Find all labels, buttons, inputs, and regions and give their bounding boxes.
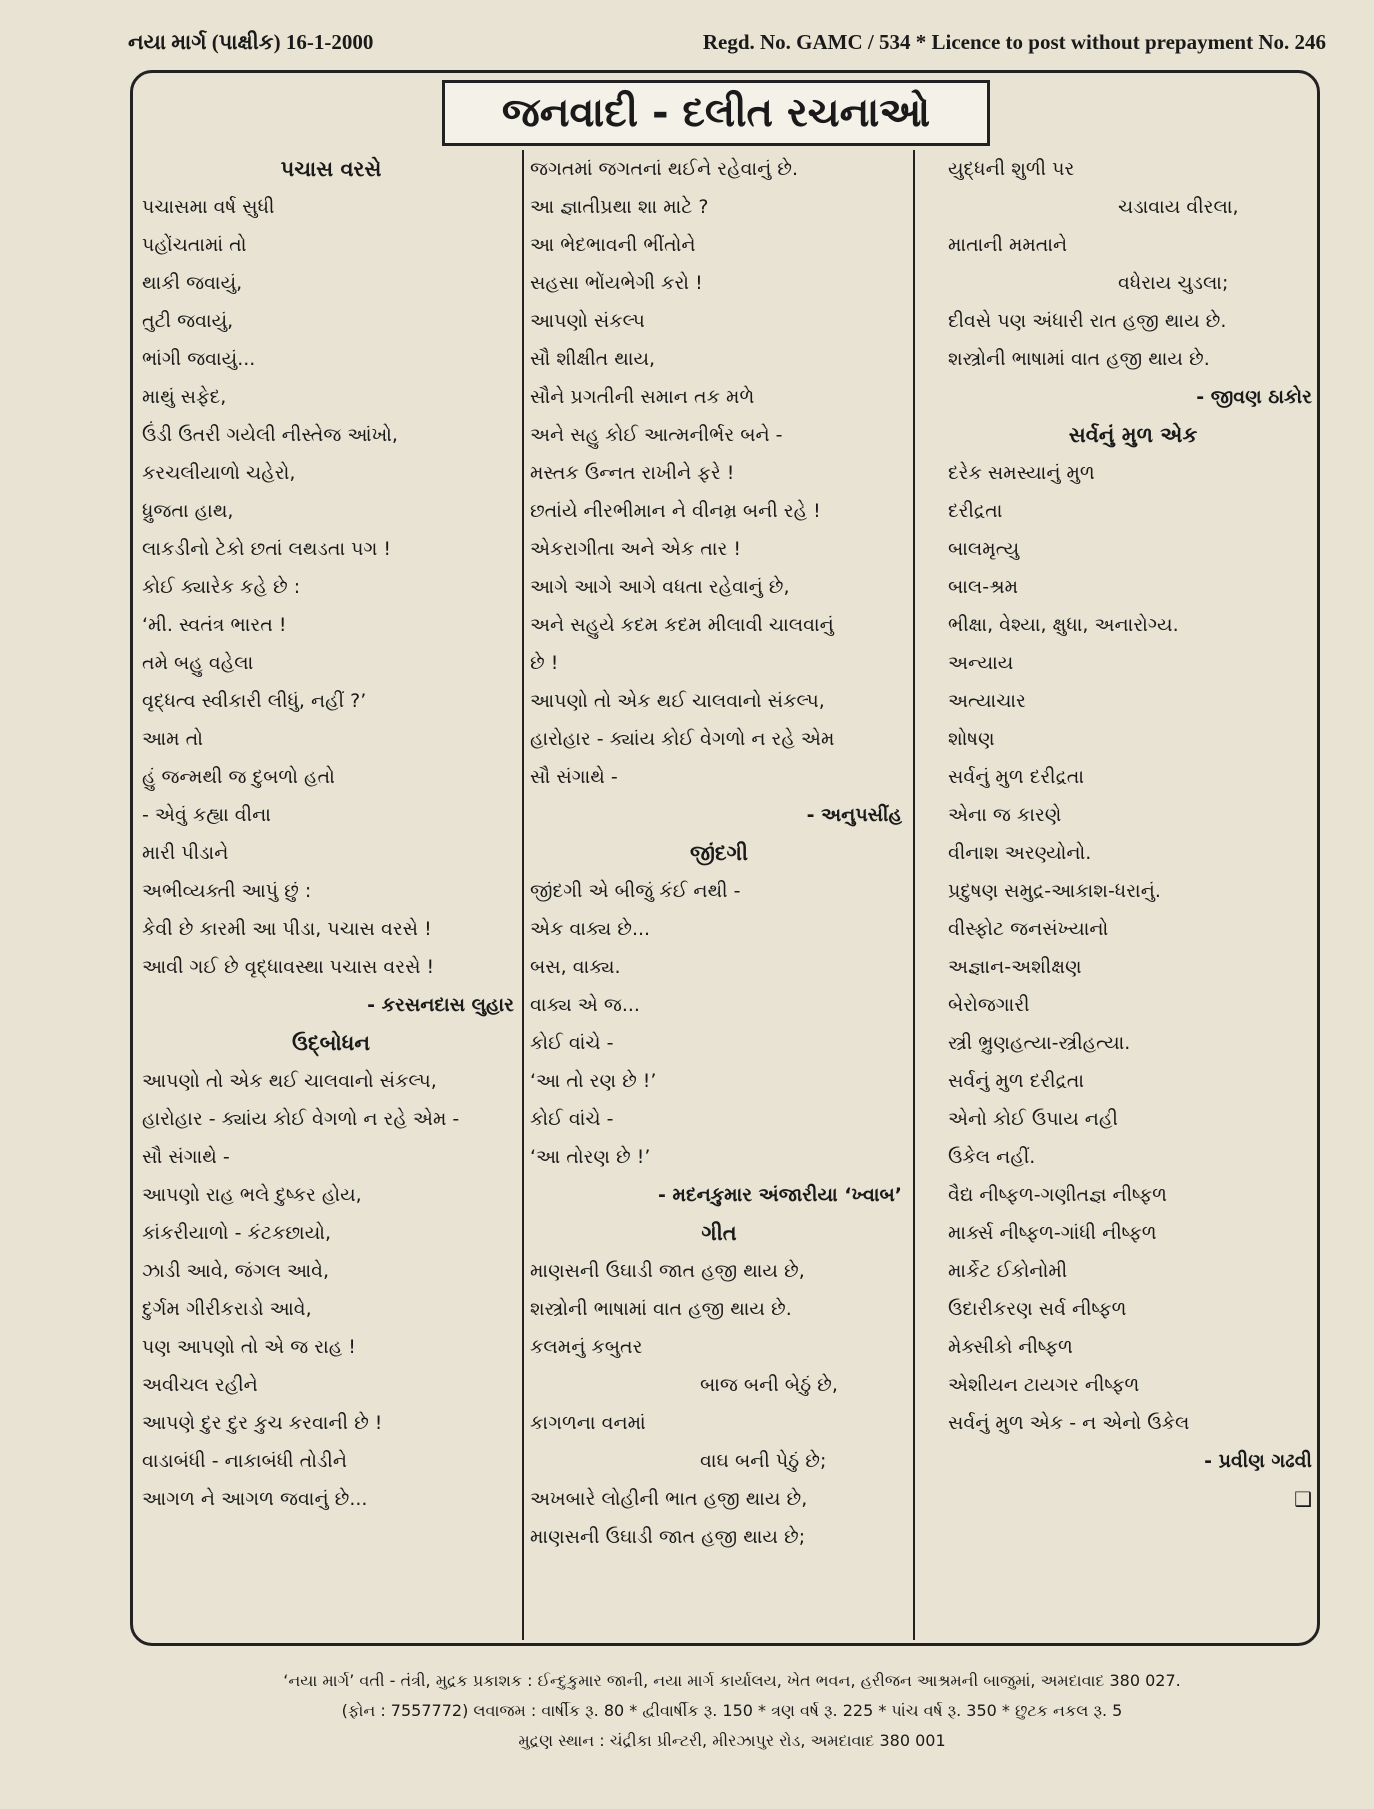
poem-body [530, 872, 908, 1176]
poem-line: વૈદ્ય નીષ્ફળ-ગણીતજ્ઞ નીષ્ફળ [948, 1184, 1167, 1206]
page-title: જનવાદી - દલીત રચનાઓ [442, 80, 990, 146]
poem-line: અત્યાચાર [948, 690, 1026, 712]
poem-body [142, 1062, 520, 1518]
poem-line: આ જ્ઞાતીપ્રથા શા માટે ? [530, 196, 709, 218]
column-3 [948, 150, 1318, 1649]
poem-line: ‘મી. સ્વતંત્ર ભારત ! [142, 614, 287, 636]
poem-line: વૃદ્ધત્વ સ્વીકારી લીધું, નહીં ?’ [142, 690, 367, 712]
poem-line: વાડાબંધી - નાકાબંધી તોડીને [142, 1450, 347, 1472]
poem-line: આપણો રાહ ભલે દુષ્કર હોય, [142, 1184, 362, 1206]
poem-line: ભાંગી જવાયું... [142, 348, 256, 370]
poem-line: શસ્ત્રોની ભાષામાં વાત હજી થાય છે. [530, 1298, 792, 1320]
poem-line: દીવસે પણ અંધારી રાત હજી થાય છે. [948, 310, 1227, 332]
poem-body [530, 150, 908, 796]
header-registration: Regd. No. GAMC / 534 * Licence to post without prepayment No. 246 [702, 30, 1326, 54]
poem-line: આપણો સંકલ્પ [530, 310, 645, 332]
poem-line: એનો કોઈ ઉપાય નહી [948, 1108, 1118, 1130]
poem-line: વાક્ય એ જ... [530, 994, 640, 1016]
poem-line: બસ, વાક્ય. [530, 956, 621, 978]
poem-title: પચાસ વરસે [280, 157, 382, 181]
poem-line: સહસા ભોંયભેગી કરો ! [530, 272, 703, 294]
column-divider [913, 150, 915, 1640]
poem-line: એના જ કારણે [948, 804, 1062, 826]
poem-line: લાકડીનો ટેકો છતાં લથડતા પગ ! [142, 538, 392, 560]
poem-line: દરેક સમસ્યાનું મુળ [948, 462, 1095, 484]
header-issue-info: નયા માર્ગ (પાક્ષીક) 16-1-2000 [128, 30, 374, 54]
poem-line: છે ! [530, 652, 559, 674]
poem-line: મેક્સીકો નીષ્ફળ [948, 1336, 1073, 1358]
poem-title: ગીત [701, 1221, 737, 1245]
poem-line: અખબારે લોહીની ભાત હજી થાય છે, [530, 1488, 808, 1510]
poem-line: જીંદગી એ બીજું કંઈ નથી - [530, 880, 741, 902]
poem-line: અવીચલ રહીને [142, 1374, 258, 1396]
poem-line: તમે બહુ વહેલા [142, 652, 254, 674]
column-2 [530, 150, 908, 1649]
poem-line: કલમનું કબુતર [530, 1336, 643, 1358]
poem-title: ઉદ્બોધન [292, 1031, 370, 1055]
poem-line: બાલમૃત્યુ [948, 538, 1020, 560]
poem-line: શોષણ [948, 728, 995, 750]
poem-line: મારી પીડાને [142, 842, 229, 864]
poem-title: જીંદગી [690, 841, 748, 865]
poem-line: હું જન્મથી જ દુબળો હતો [142, 766, 335, 788]
poem-body [948, 454, 1318, 1442]
poem-line: - એવું કહ્યા વીના [142, 804, 271, 826]
poem-line: વાઘ બની પેઠું છે; [700, 1450, 827, 1472]
poem-line: જગતમાં જગતનાં થઈને રહેવાનું છે. [530, 158, 799, 180]
poem-line: કાગળના વનમાં [530, 1412, 646, 1434]
poem-author: - અનુપસીંહ [806, 804, 902, 826]
poem-line: સર્વનું મુળ દરીદ્રતા [948, 766, 1085, 788]
end-mark-icon: ❑ [1294, 1487, 1312, 1511]
poem-line: સૌ શીક્ષીત થાય, [530, 348, 656, 370]
poem-body [530, 1252, 908, 1328]
poem-line: આવી ગઈ છે વૃદ્ધાવસ્થા પચાસ વરસે ! [142, 956, 435, 978]
poem-line: આગળ ને આગળ જવાનું છે... [142, 1488, 368, 1510]
poem-line: છતાંયે નીરભીમાન ને વીનમ્ર બની રહે ! [530, 500, 821, 522]
poem-line: શસ્ત્રોની ભાષામાં વાત હજી થાય છે. [948, 348, 1210, 370]
poem-line: સૌને પ્રગતીની સમાન તક મળે [530, 386, 755, 408]
poem-line: ‘આ તો રણ છે !’ [530, 1070, 657, 1092]
poem-author: - પ્રવીણ ગઢવી [1204, 1450, 1312, 1472]
poem-line: કાંકરીયાળો - કંટકછાયો, [142, 1222, 332, 1244]
poem-line: સર્વનું મુળ એક - ન એનો ઉકેલ [948, 1412, 1190, 1434]
footer-subscription-line: (ફોન : 7557772) લવાજમ : વાર્ષીક રૂ. 80 * દ્વીવાર્ષીક રૂ. 150 * ત્રણ વર્ષ રૂ. 225 * પાંચ વર્ષ રૂ. 350 * છુટક નકલ રૂ. 5 [341, 1701, 1123, 1720]
poem-line: માથું સફેદ, [142, 386, 227, 408]
poem-line: એકરાગીતા અને એક તાર ! [530, 538, 742, 560]
poem-line: વીનાશ અરણ્યોનો. [948, 842, 1092, 864]
column-divider [522, 150, 524, 1640]
poem-line: માતાની મમતાને [948, 234, 1068, 256]
poem-line: આપણે દુર દુર કુચ કરવાની છે ! [142, 1412, 383, 1434]
column-1 [142, 150, 520, 1649]
poem-line: હારોહાર - ક્યાંય કોઈ વેગળો ન રહે એમ [530, 728, 835, 750]
poem-line: ‘આ તોરણ છે !’ [530, 1146, 651, 1168]
page-header [128, 26, 1326, 60]
poem-line: અન્યાય [948, 652, 1014, 674]
poem-line: પ્રદુષણ સમુદ્ર-આકાશ-ધરાનું. [948, 880, 1161, 902]
poem-line: આગે આગે આગે વધતા રહેવાનું છે, [530, 576, 790, 598]
poem-line: અને સહુ કોઈ આત્મનીર્ભર બને - [530, 424, 783, 446]
poem-line: ઉકેલ નહીં. [948, 1146, 1036, 1168]
poem-line: અજ્ઞાન-અશીક્ષણ [948, 956, 1082, 978]
poem-line: ચડાવાય વીરલા, [1118, 196, 1239, 218]
poem-line: ઉંડી ઉતરી ગયેલી નીસ્તેજ આંખો, [142, 424, 398, 446]
poem-line: મસ્તક ઉન્નત રાખીને ફરે ! [530, 462, 735, 484]
poem-line: સૌ સંગાથે - [530, 766, 618, 788]
poem-line: અભીવ્યક્તી આપું છું : [142, 880, 312, 902]
poem-line: આમ તો [142, 728, 203, 750]
poem-line: હારોહાર - ક્યાંય કોઈ વેગળો ન રહે એમ - [142, 1108, 460, 1130]
imprint-footer [150, 1666, 1314, 1756]
poem-line: માણસની ઉઘાડી જાત હજી થાય છે; [530, 1526, 806, 1548]
footer-printer-line: મુદ્રણ સ્થાન : ચંદ્રીકા પ્રીન્ટરી, મીરઝાપુર રોડ, અમદાવાદ 380 001 [518, 1731, 946, 1750]
poem-line: કરચલીયાળો ચહેરો, [142, 462, 296, 484]
poem-line: સર્વનું મુળ દરીદ્રતા [948, 1070, 1085, 1092]
poem-line: થાકી જવાયું, [142, 272, 243, 294]
poem-line: દુર્ગમ ગીરીકરાડો આવે, [142, 1298, 312, 1320]
poem-line: કેવી છે કારમી આ પીડા, પચાસ વરસે ! [142, 918, 432, 940]
poem-line: ધ્રુજતા હાથ, [142, 500, 234, 522]
poem-line: આપણો તો એક થઈ ચાલવાનો સંકલ્પ, [530, 690, 825, 712]
poem-line: યુદ્ધની શુળી પર [948, 158, 1075, 180]
poem-line: સ્ત્રી ભ્રુણહત્યા-સ્ત્રીહત્યા. [948, 1032, 1131, 1054]
poem-line: વધેરાય ચુડલા; [1118, 272, 1229, 294]
poem-body [142, 188, 520, 986]
poem-line: માણસની ઉઘાડી જાત હજી થાય છે, [530, 1260, 805, 1282]
poem-line: ઉદારીકરણ સર્વ નીષ્ફળ [948, 1298, 1127, 1320]
poem-line: કોઈ ક્યારેક કહે છે : [142, 576, 301, 598]
poem-line: અને સહુયે કદમ કદમ મીલાવી ચાલવાનું [530, 614, 834, 636]
poem-line: વીસ્ફોટ જનસંખ્યાનો [948, 918, 1109, 940]
poem-author: - જીવણ ઠાકોર [1196, 386, 1312, 408]
poem-line: માર્કેટ ઈકોનોમી [948, 1260, 1068, 1282]
poem-line: આ ભેદભાવની ભીંતોને [530, 234, 696, 256]
poem-line: એશીયન ટાયગર નીષ્ફળ [948, 1374, 1140, 1396]
poem-line: કોઈ વાંચે - [530, 1108, 614, 1130]
poem-title: સર્વનું મુળ એક [1068, 423, 1198, 447]
poem-line: માર્ક્સ નીષ્ફળ-ગાંધી નીષ્ફળ [948, 1222, 1157, 1244]
poem-line: બાજ બની બેઠું છે, [700, 1374, 838, 1396]
poem-line: સૌ સંગાથે - [142, 1146, 230, 1168]
poem-author: - કરસનદાસ લુહાર [367, 994, 514, 1016]
footer-publisher-line: ‘નયા માર્ગ’ વતી - તંત્રી, મુદ્રક પ્રકાશક : ઈન્દુકુમાર જાની, નયા માર્ગ કાર્યાલય, ખેત ભવન, હરીજન આશ્રમની બાજુમાં, અમદાવાદ 380 027. [283, 1671, 1181, 1690]
poem-line: પણ આપણો તો એ જ રાહ ! [142, 1336, 356, 1358]
poem-line: ઝાડી આવે, જંગલ આવે, [142, 1260, 330, 1282]
poem-line: દરીદ્રતા [948, 500, 1003, 522]
poem-line: તુટી જવાયું, [142, 310, 234, 332]
poem-line: બાલ-શ્રમ [948, 576, 1019, 598]
poem-line: પહોંચતામાં તો [142, 234, 247, 256]
poem-line: ભીક્ષા, વેશ્યા, ક્ષુધા, અનારોગ્ય. [948, 614, 1179, 636]
poem-line: બેરોજગારી [948, 994, 1030, 1016]
poem-line: કોઈ વાંચે - [530, 1032, 614, 1054]
poem-line: પચાસમા વર્ષ સુધી [142, 196, 275, 218]
poem-line: આપણો તો એક થઈ ચાલવાનો સંકલ્પ, [142, 1070, 437, 1092]
poem-line: એક વાક્ય છે... [530, 918, 651, 940]
poem-author: - મદનકુમાર અંજારીયા ‘ખ્વાબ’ [658, 1184, 902, 1206]
